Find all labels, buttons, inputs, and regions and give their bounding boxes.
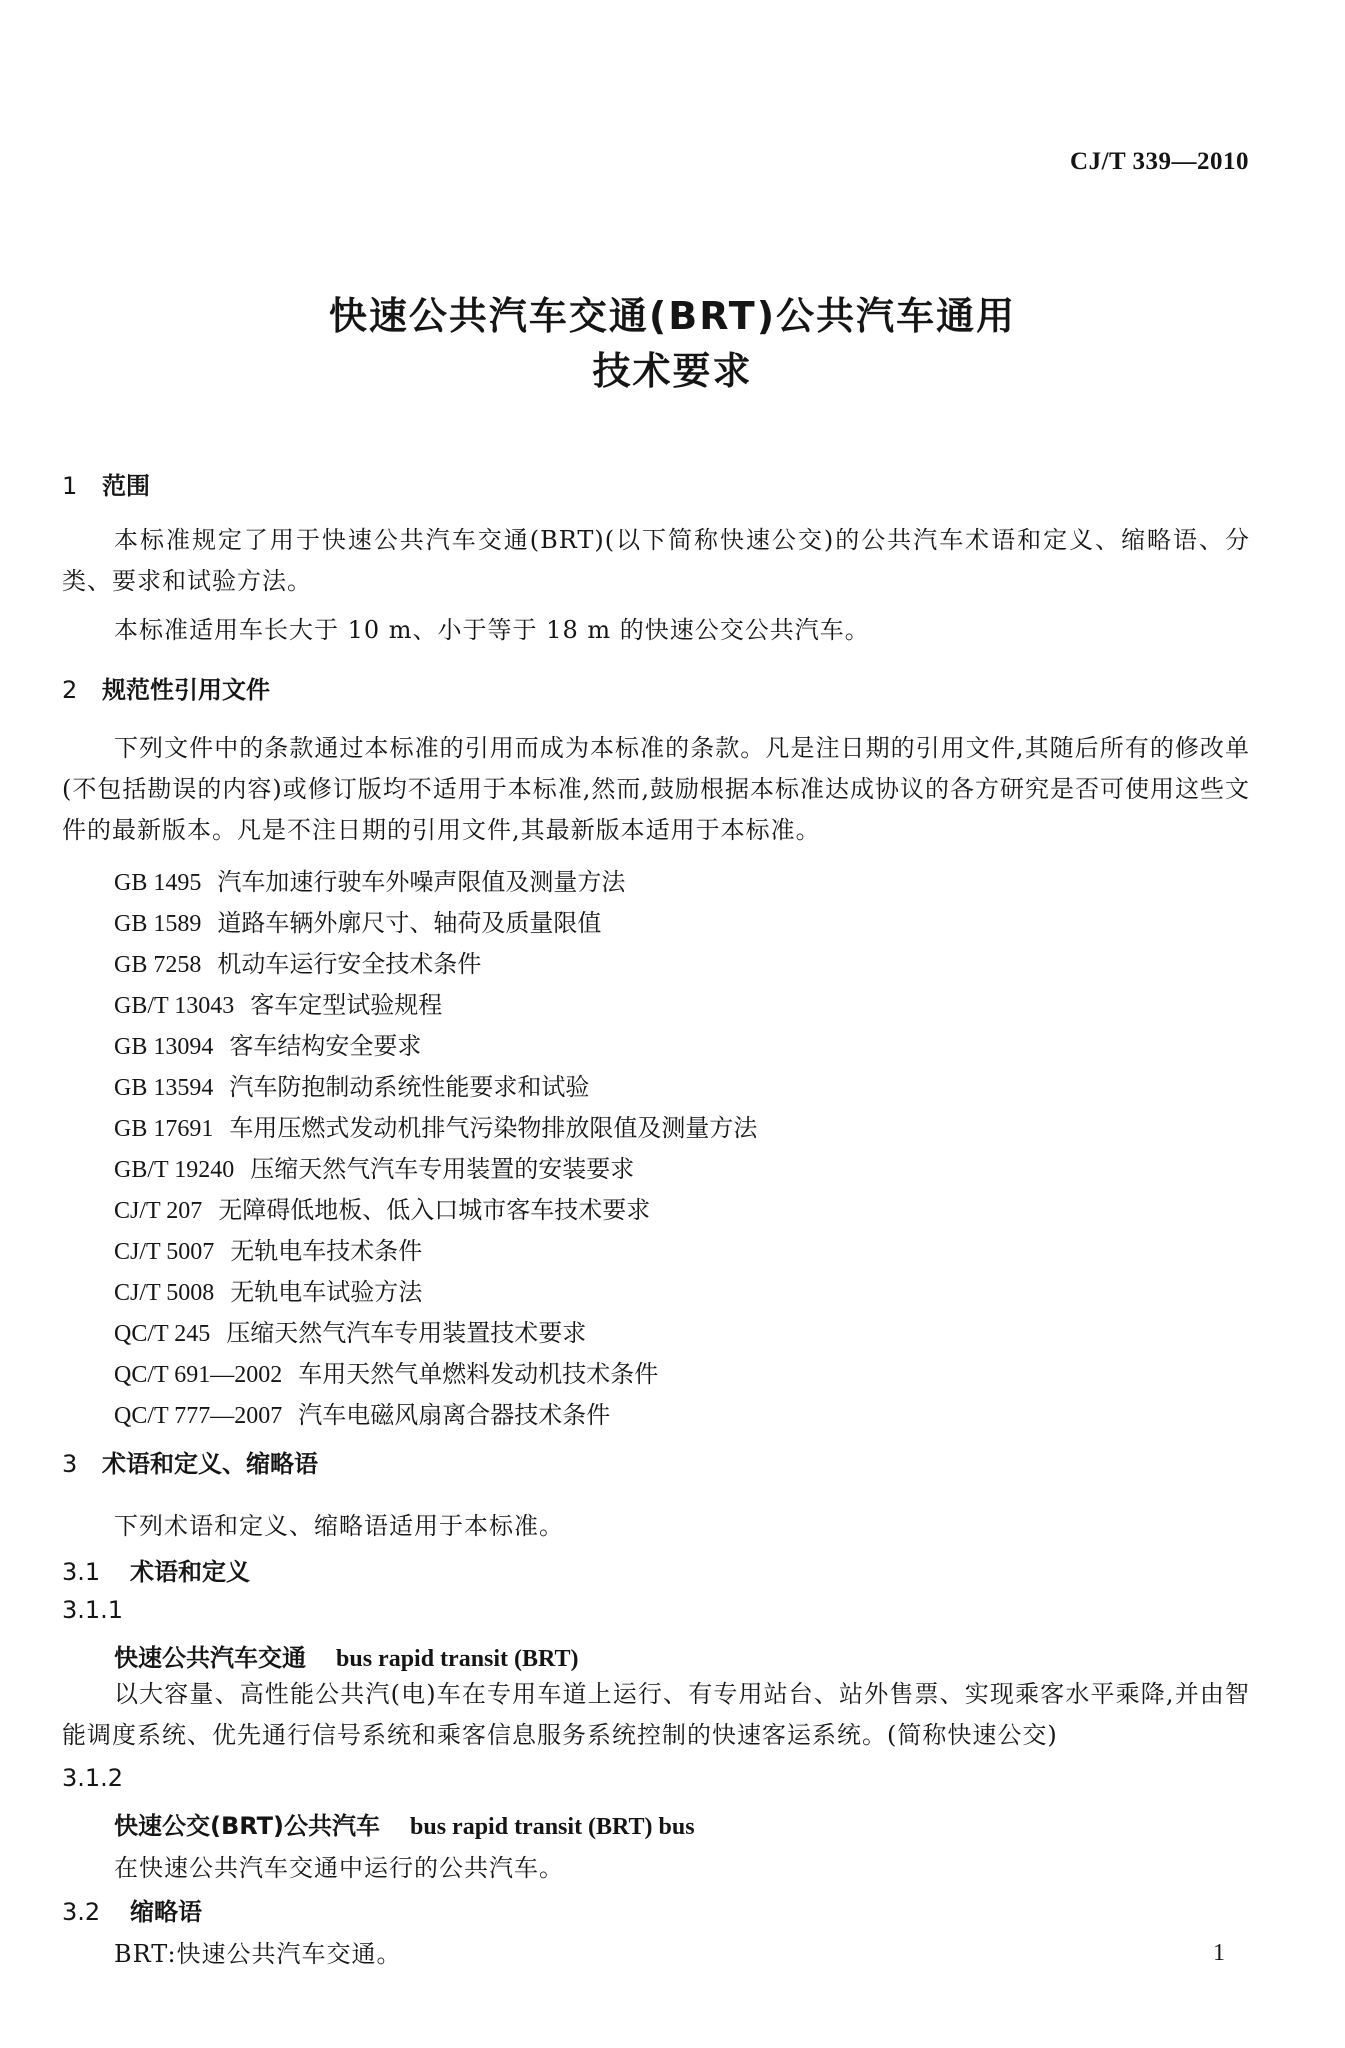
reference-item — [114, 1067, 589, 1102]
term-3-1-1-definition: 以大容量、高性能公共汽(电)车在专用车道上运行、有专用站台、站外售票、实现乘客水平乘降,并由智能调度系统、优先通行信号系统和乘客信息服务系统控制的快速客运系统。(简称快速公交) — [62, 1680, 1250, 1749]
reference-title: 压缩天然气汽车专用装置的安装要求 — [250, 1155, 635, 1183]
term-3-1-2-number — [62, 1764, 123, 1792]
reference-title: 客车定型试验规程 — [250, 991, 443, 1019]
reference-code: CJ/T 5007 — [114, 1239, 215, 1265]
reference-item — [114, 1026, 421, 1061]
reference-item — [114, 1395, 610, 1430]
section-1-number: 1 — [62, 472, 78, 500]
reference-code: GB 17691 — [114, 1116, 214, 1142]
subsection-3-2-number: 3.2 — [62, 1898, 101, 1926]
reference-code: CJ/T 207 — [114, 1198, 203, 1224]
abbreviation-brt: BRT:快速公共汽车交通。 — [114, 1940, 402, 1968]
reference-item — [114, 903, 601, 938]
document-title-line1: 快速公共汽车交通(BRT)公共汽车通用 — [328, 294, 1017, 338]
subsection-3-1-title: 术语和定义 — [130, 1558, 250, 1586]
document-title-line2: 技术要求 — [592, 349, 753, 393]
section-3-number: 3 — [62, 1450, 78, 1478]
section-2-intro: 下列文件中的条款通过本标准的引用而成为本标准的条款。凡是注日期的引用文件,其随后所有的修改单(不包括勘误的内容)或修订版均不适用于本标准,然而,鼓励根据本标准达成协议的各方研究是否可使用这些文件的最新版本。凡是不注日期的引用文件,其最新版本适用于本标准。 — [62, 734, 1250, 844]
reference-title: 汽车加速行驶车外噪声限值及测量方法 — [217, 868, 626, 896]
reference-title: 道路车辆外廓尺寸、轴荷及质量限值 — [217, 909, 602, 937]
term-3-1-2-definition: 在快速公共汽车交通中运行的公共汽车。 — [114, 1854, 564, 1882]
term-3-1-2 — [114, 1806, 695, 1841]
term-3-1-1-english: bus rapid transit (BRT) — [336, 1646, 579, 1672]
reference-code: QC/T 691—2002 — [114, 1362, 283, 1388]
reference-code: QC/T 777—2007 — [114, 1403, 283, 1429]
section-1-title: 范围 — [102, 472, 150, 500]
reference-item — [114, 1272, 422, 1307]
reference-item — [114, 985, 442, 1020]
standard-code: CJ/T 339—2010 — [1070, 148, 1249, 175]
subsection-3-2-heading — [62, 1892, 202, 1927]
section-1-paragraph-1: 本标准规定了用于快速公共汽车交通(BRT)(以下简称快速公交)的公共汽车术语和定义、缩略语、分类、要求和试验方法。 — [62, 526, 1250, 595]
subsection-3-1-heading — [62, 1552, 250, 1587]
section-3-heading — [62, 1444, 318, 1479]
reference-code: GB 1495 — [114, 870, 202, 896]
reference-code: GB 1589 — [114, 911, 202, 937]
reference-title: 车用天然气单燃料发动机技术条件 — [298, 1360, 659, 1388]
reference-code: GB 7258 — [114, 952, 202, 978]
reference-item — [114, 862, 625, 897]
page-number: 1 — [1213, 1940, 1225, 1966]
reference-code: GB 13594 — [114, 1075, 214, 1101]
term-3-1-2-english: bus rapid transit (BRT) bus — [410, 1814, 695, 1840]
reference-title: 无轨电车试验方法 — [230, 1278, 423, 1306]
reference-item — [114, 1108, 757, 1143]
term-3-1-1-number-text: 3.1.1 — [62, 1596, 124, 1624]
section-1-heading — [62, 466, 150, 501]
reference-title: 压缩天然气汽车专用装置技术要求 — [226, 1319, 587, 1347]
section-3-title: 术语和定义、缩略语 — [102, 1450, 318, 1478]
reference-title: 机动车运行安全技术条件 — [217, 950, 482, 978]
reference-code: GB 13094 — [114, 1034, 214, 1060]
reference-item — [114, 1354, 658, 1389]
term-3-1-2-chinese: 快速公交(BRT)公共汽车 — [114, 1812, 381, 1840]
section-2-heading — [62, 670, 270, 705]
reference-item — [114, 1231, 422, 1266]
term-3-1-1-number — [62, 1596, 123, 1624]
subsection-3-1-number: 3.1 — [62, 1558, 101, 1586]
term-3-1-2-number-text: 3.1.2 — [62, 1764, 124, 1792]
reference-item — [114, 1313, 586, 1348]
section-2-number: 2 — [62, 676, 78, 704]
reference-title: 无障碍低地板、低入口城市客车技术要求 — [218, 1196, 651, 1224]
reference-item — [114, 1190, 650, 1225]
term-3-1-1 — [114, 1638, 579, 1673]
reference-item — [114, 944, 481, 979]
reference-title: 汽车防抱制动系统性能要求和试验 — [229, 1073, 590, 1101]
reference-title: 车用压燃式发动机排气污染物排放限值及测量方法 — [229, 1114, 758, 1142]
reference-item — [114, 1149, 634, 1184]
reference-code: CJ/T 5008 — [114, 1280, 215, 1306]
section-1-paragraph-2: 本标准适用车长大于 10 m、小于等于 18 m 的快速公交公共汽车。 — [114, 616, 870, 644]
reference-code: GB/T 13043 — [114, 993, 235, 1019]
reference-title: 汽车电磁风扇离合器技术条件 — [298, 1401, 611, 1429]
section-3-intro: 下列术语和定义、缩略语适用于本标准。 — [114, 1512, 564, 1540]
reference-title: 客车结构安全要求 — [229, 1032, 422, 1060]
reference-code: QC/T 245 — [114, 1321, 211, 1347]
section-2-title: 规范性引用文件 — [102, 676, 270, 704]
subsection-3-2-title: 缩略语 — [130, 1898, 202, 1926]
term-3-1-1-chinese: 快速公共汽车交通 — [114, 1644, 306, 1672]
reference-code: GB/T 19240 — [114, 1157, 235, 1183]
reference-title: 无轨电车技术条件 — [230, 1237, 423, 1265]
